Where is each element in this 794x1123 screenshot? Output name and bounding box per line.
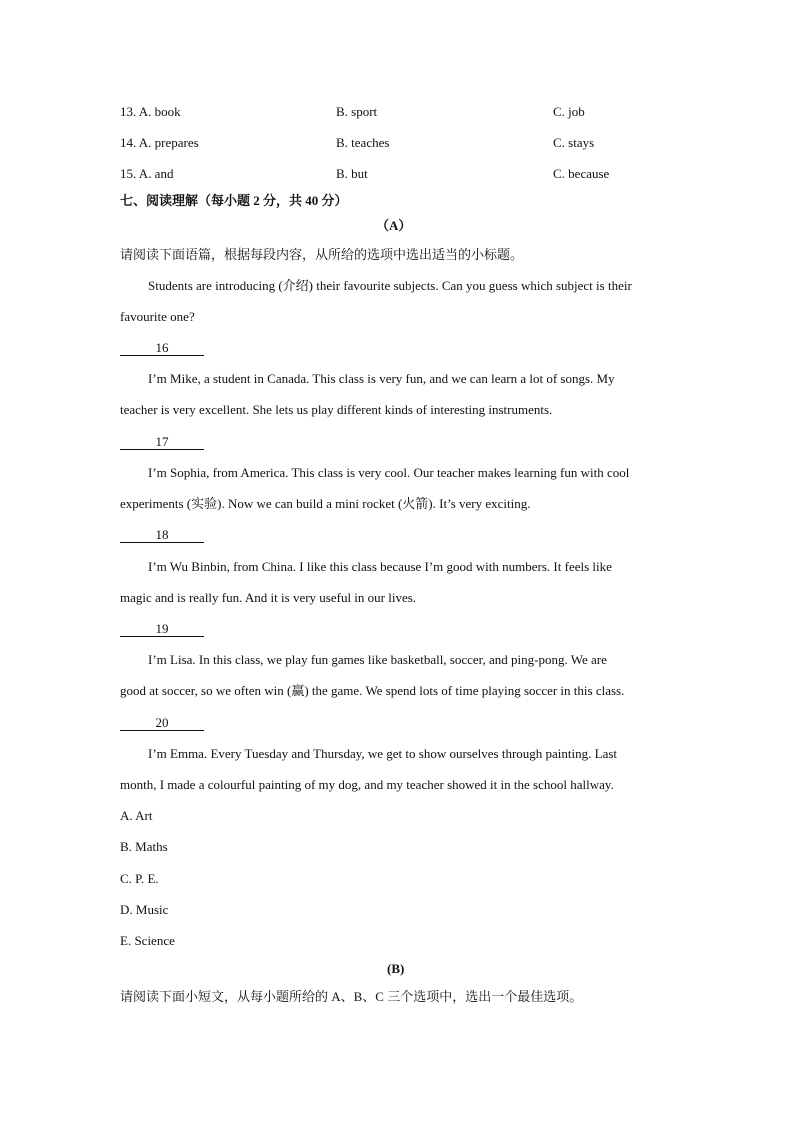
option-a: A. Art	[120, 808, 153, 823]
part-a-instruction: 请阅读下面语篇，根据每段内容，从所给的选项中选出适当的小标题。	[120, 247, 524, 262]
paragraph-5-line-1: I’m Emma. Every Tuesday and Thursday, we get to show ourselves through painting. Last	[148, 746, 618, 761]
paragraph-2-line-2: experiments (实验). Now we can build a mini rocket (火箭). It’s very exciting.	[120, 496, 531, 511]
blank-16-number: 16	[120, 341, 204, 356]
paragraph-2-line-1: I’m Sophia, from America. This class is very cool. Our teacher makes learning fun with cool	[148, 465, 630, 480]
section-title: 七、阅读理解（每小题 2 分，共 40 分）	[120, 193, 348, 208]
intro-line-2: favourite one?	[120, 309, 195, 324]
paragraph-3-line-2: magic and is really fun. And it is very useful in our lives.	[120, 590, 417, 605]
part-b-instruction: 请阅读下面小短文，从每小题所给的 A、B、C 三个选项中，选出一个最佳选项。	[120, 989, 583, 1004]
paragraph-1-line-2: teacher is very excellent. She lets us play different kinds of interesting instruments.	[120, 402, 553, 417]
blank-18-number: 18	[120, 528, 204, 543]
paragraph-1-line-1: I’m Mike, a student in Canada. This class is very fun, and we can learn a lot of songs. My	[148, 371, 615, 386]
option-b: B. Maths	[120, 839, 168, 854]
choice-14-a: 14. A. prepares	[120, 135, 199, 150]
blank-20-number: 20	[120, 716, 204, 731]
blank-17[interactable]	[120, 434, 204, 450]
option-d: D. Music	[120, 902, 169, 917]
choice-13-a: 13. A. book	[120, 104, 181, 119]
option-c: C. P. E.	[120, 871, 159, 886]
choice-15-b: B. but	[336, 166, 368, 181]
choice-14-b: B. teaches	[336, 135, 390, 150]
choice-15-a: 15. A. and	[120, 166, 174, 181]
blank-18[interactable]	[120, 527, 204, 543]
part-a-heading: （A）	[376, 218, 412, 233]
blank-19[interactable]	[120, 621, 204, 637]
intro-line-1: Students are introducing (介绍) their favourite subjects. Can you guess which subject is their	[148, 278, 632, 293]
paragraph-5-line-2: month, I made a colourful painting of my dog, and my teacher showed it in the school hallway.	[120, 777, 614, 792]
choice-13-c: C. job	[553, 104, 585, 119]
choice-14-c: C. stays	[553, 135, 595, 150]
paragraph-4-line-1: I’m Lisa. In this class, we play fun games like basketball, soccer, and ping-pong. We are	[148, 652, 607, 667]
blank-16[interactable]	[120, 340, 204, 356]
blank-20[interactable]	[120, 715, 204, 731]
choice-13-b: B. sport	[336, 104, 378, 119]
paragraph-3-line-1: I’m Wu Binbin, from China. I like this class because I’m good with numbers. It feels like	[148, 559, 612, 574]
option-e: E. Science	[120, 933, 175, 948]
choice-15-c: C. because	[553, 166, 610, 181]
paragraph-4-line-2: good at soccer, so we often win (赢) the game. We spend lots of time playing soccer in this class.	[120, 683, 625, 698]
part-b-heading: (B)	[387, 961, 405, 976]
blank-17-number: 17	[120, 435, 204, 450]
blank-19-number: 19	[120, 622, 204, 637]
